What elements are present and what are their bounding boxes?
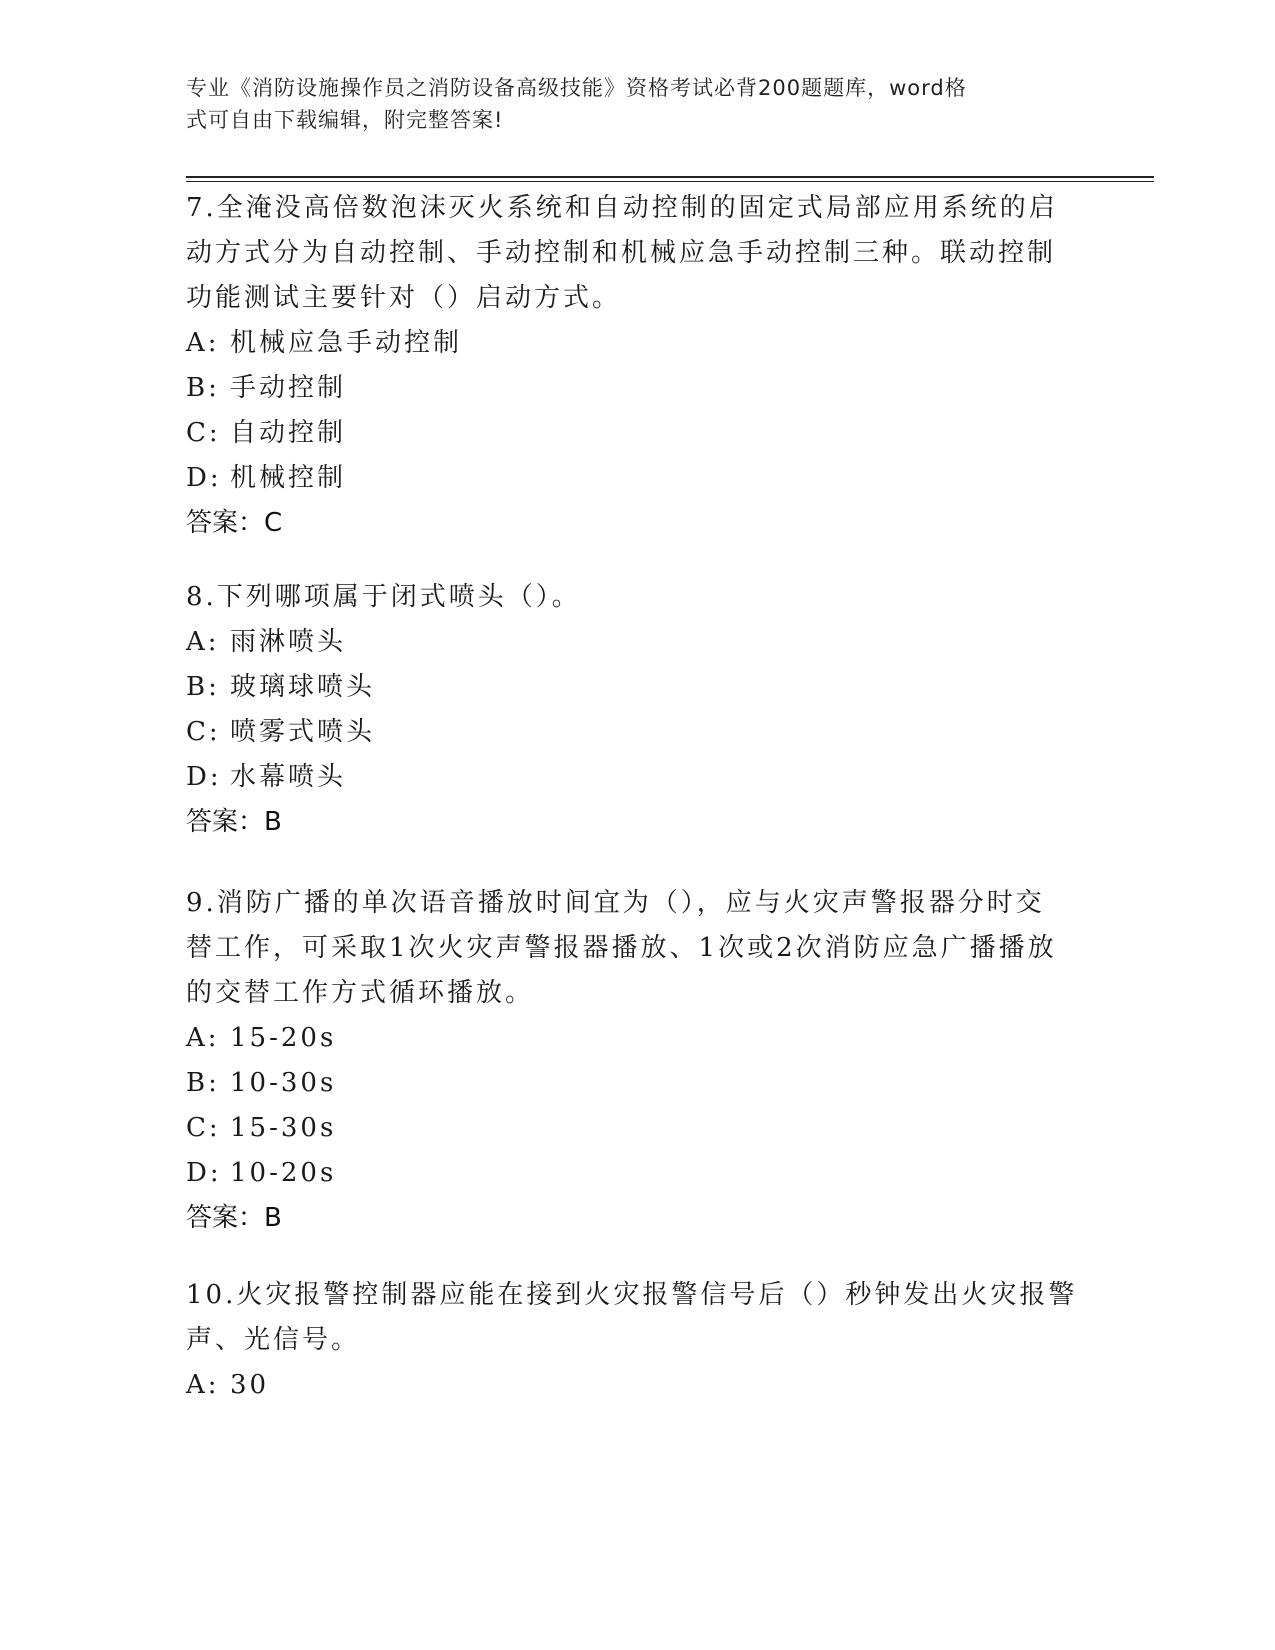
- option-b: [186, 366, 1086, 411]
- option-text: 15-30s: [230, 1113, 337, 1143]
- option-letter: A:: [186, 328, 220, 358]
- option-letter: B:: [186, 373, 220, 403]
- option-text: 喷雾式喷头: [230, 717, 376, 747]
- answer-line: 答案：C: [186, 508, 283, 538]
- option-letter: C:: [186, 1113, 221, 1143]
- option-a: [186, 321, 1086, 366]
- question-8: [186, 575, 1086, 845]
- option-text: 10-20s: [230, 1158, 337, 1188]
- answer-line: 答案：B: [186, 807, 282, 837]
- question-7: [186, 186, 1086, 546]
- option-c: [186, 710, 1086, 755]
- option-letter: C:: [186, 418, 221, 448]
- document-header: [186, 72, 1066, 136]
- question-stem-line: 7.全淹没高倍数泡沫灭火系统和自动控制的固定式局部应用系统的启: [186, 193, 1058, 223]
- question-10: [186, 1273, 1086, 1408]
- option-text: 机械应急手动控制: [230, 328, 463, 358]
- option-b: [186, 1061, 1086, 1106]
- option-letter: B:: [186, 672, 220, 702]
- question-9: [186, 881, 1086, 1241]
- header-line-1: 专业《消防设施操作员之消防设备高级技能》资格考试必背200题题库，word格: [186, 76, 967, 100]
- option-text: 雨淋喷头: [230, 627, 347, 657]
- option-letter: A:: [186, 1370, 220, 1400]
- option-letter: D:: [186, 1158, 222, 1188]
- option-b: [186, 665, 1086, 710]
- option-text: 手动控制: [230, 373, 347, 403]
- option-letter: D:: [186, 762, 222, 792]
- option-letter: D:: [186, 463, 222, 493]
- option-letter: A:: [186, 1023, 220, 1053]
- question-stem-line: 的交替工作方式循环播放。: [186, 978, 535, 1008]
- header-divider-thin: [186, 181, 1154, 182]
- option-text: 水幕喷头: [230, 762, 347, 792]
- option-text: 机械控制: [230, 463, 347, 493]
- question-stem-line: 9.消防广播的单次语音播放时间宜为（），应与火灾声警报器分时交: [186, 888, 1045, 918]
- option-d: [186, 755, 1086, 800]
- option-d: [186, 1151, 1086, 1196]
- question-stem-line: 动方式分为自动控制、手动控制和机械应急手动控制三种。联动控制: [186, 238, 1057, 268]
- option-text: 15-20s: [230, 1023, 337, 1053]
- option-letter: B:: [186, 1068, 220, 1098]
- option-text: 自动控制: [230, 418, 347, 448]
- option-c: [186, 411, 1086, 456]
- question-stem-line: 8.下列哪项属于闭式喷头（）。: [186, 582, 581, 612]
- option-text: 30: [230, 1370, 270, 1400]
- option-letter: C:: [186, 717, 221, 747]
- answer-line: 答案：B: [186, 1203, 282, 1233]
- option-text: 玻璃球喷头: [230, 672, 376, 702]
- question-stem-line: 替工作，可采取1次火灾声警报器播放、1次或2次消防应急广播播放: [186, 933, 1057, 963]
- option-a: [186, 1363, 1086, 1408]
- question-stem-line: 声、光信号。: [186, 1325, 361, 1355]
- header-divider-thick: [186, 176, 1154, 178]
- option-a: [186, 1016, 1086, 1061]
- header-line-2: 式可自由下载编辑，附完整答案!: [186, 108, 504, 132]
- option-a: [186, 620, 1086, 665]
- option-d: [186, 456, 1086, 501]
- option-text: 10-30s: [230, 1068, 337, 1098]
- question-stem-line: 功能测试主要针对（）启动方式。: [186, 283, 622, 313]
- option-c: [186, 1106, 1086, 1151]
- question-stem-line: 10.火灾报警控制器应能在接到火灾报警信号后（）秒钟发出火灾报警: [186, 1280, 1078, 1310]
- option-letter: A:: [186, 627, 220, 657]
